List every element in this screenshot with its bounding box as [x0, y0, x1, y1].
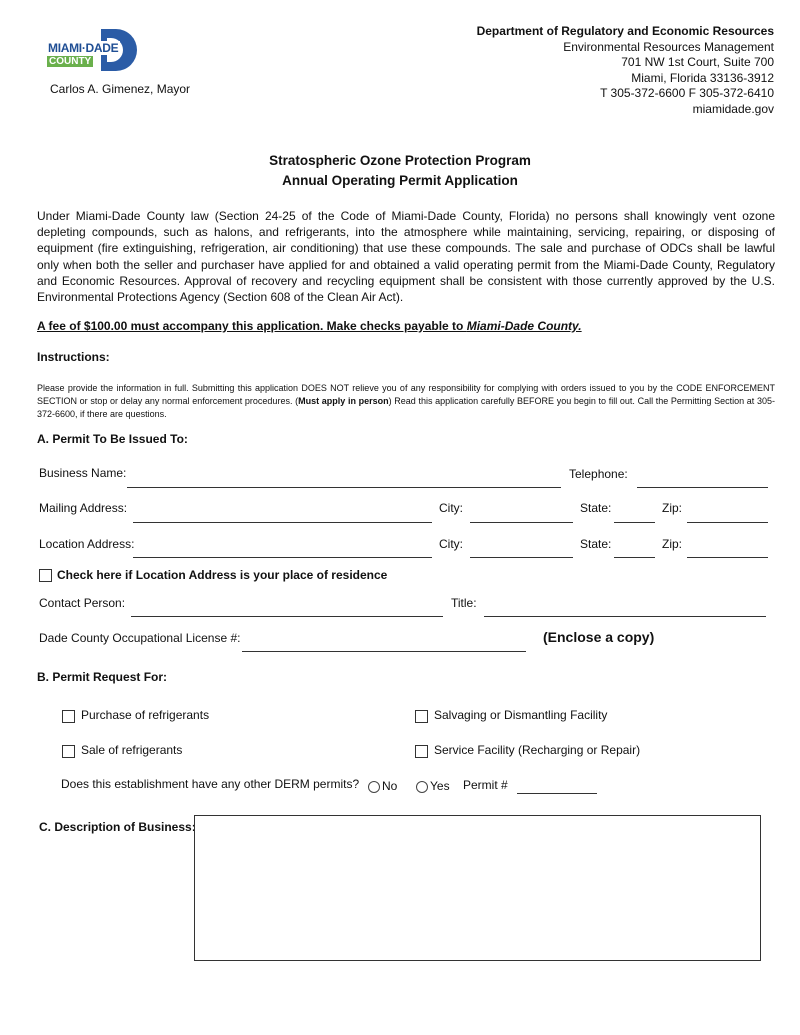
license-field[interactable]	[242, 651, 526, 652]
location-state-field[interactable]	[614, 557, 655, 558]
description-textarea[interactable]	[194, 815, 761, 961]
salvaging-checkbox[interactable]	[415, 710, 428, 723]
section-b-heading: B. Permit Request For:	[37, 670, 168, 684]
address-line2: Miami, Florida 33136-3912	[631, 70, 774, 85]
mailing-address-field[interactable]	[133, 522, 432, 523]
location-state-label: State:	[580, 537, 612, 551]
mailing-state-label: State:	[580, 501, 612, 515]
fee-notice: A fee of $100.00 must accompany this application. Make checks payable to Miami-Dade County.	[37, 319, 582, 333]
department-name: Department of Regulatory and Economic Resources	[476, 24, 774, 38]
section-a-heading: A. Permit To Be Issued To:	[37, 432, 188, 446]
sale-checkbox[interactable]	[62, 745, 75, 758]
residence-checkbox-label: Check here if Location Address is your place of residence	[57, 568, 388, 582]
business-name-field[interactable]	[127, 487, 561, 488]
yes-label: Yes	[430, 779, 450, 793]
contact-person-label: Contact Person:	[39, 596, 126, 610]
location-city-field[interactable]	[470, 557, 573, 558]
address-line1: 701 NW 1st Court, Suite 700	[621, 55, 774, 70]
yes-radio[interactable]	[416, 781, 428, 793]
no-radio[interactable]	[368, 781, 380, 793]
derm-permits-question: Does this establishment have any other DERM permits?	[61, 777, 360, 791]
residence-checkbox[interactable]	[39, 569, 52, 582]
department-header	[477, 24, 774, 118]
program-title: Stratospheric Ozone Protection Program	[269, 153, 531, 168]
purchase-label: Purchase of refrigerants	[81, 708, 210, 722]
mailing-address-label: Mailing Address:	[39, 501, 128, 515]
telephone-field[interactable]	[637, 487, 768, 488]
license-label: Dade County Occupational License #:	[39, 631, 241, 645]
location-address-label: Location Address:	[39, 537, 135, 551]
salvaging-label: Salvaging or Dismantling Facility	[434, 708, 608, 722]
fee-payee: Miami-Dade County.	[466, 319, 582, 333]
title-field[interactable]	[484, 616, 766, 617]
service-label: Service Facility (Recharging or Repair)	[434, 743, 641, 757]
form-title: Annual Operating Permit Application	[282, 173, 518, 188]
logo-county-text: COUNTY	[49, 56, 92, 67]
mailing-state-field[interactable]	[614, 522, 655, 523]
telephone-label: Telephone:	[569, 467, 628, 481]
phone-fax: T 305-372-6600 F 305-372-6410	[600, 86, 774, 101]
mayor-name: Carlos A. Gimenez, Mayor	[50, 82, 191, 96]
purchase-checkbox[interactable]	[62, 710, 75, 723]
logo-text: MIAMI·DADE	[48, 41, 119, 55]
contact-person-field[interactable]	[131, 616, 443, 617]
website: miamidade.gov	[692, 101, 774, 116]
enclose-copy-note: (Enclose a copy)	[543, 629, 655, 645]
mailing-zip-label: Zip:	[662, 501, 683, 515]
mailing-city-field[interactable]	[470, 522, 573, 523]
business-name-label: Business Name:	[39, 466, 127, 480]
division-name: Environmental Resources Management	[563, 39, 774, 54]
service-checkbox[interactable]	[415, 745, 428, 758]
permit-number-label: Permit #	[463, 778, 508, 792]
intro-paragraph: Under Miami-Dade County law (Section 24-25 of the Code of Miami-Dade County, Florida) no persons shall knowingly vent ozone depleting compounds, such as halons, and refrigerants, into the atmosphere while maintaining, servicing, repairing, or disposing of equipment (fire extinguishing, refrigeration, air conditioning) that use these compounds. The sale and purchase of ODCs shall be lawful only when both the seller and purchaser have applied for and obtained a valid operating permit from the Miami-Dade County, Regulatory and Economic Resources. Approval of recovery and recycling equipment shall be consistent with those currently approved by the U.S. Environmental Protections Agency (Section 608 of the Clean Air Act).	[37, 209, 775, 305]
mailing-zip-field[interactable]	[687, 522, 768, 523]
section-c-heading: C. Description of Business:	[39, 820, 196, 834]
location-address-field[interactable]	[133, 557, 432, 558]
location-zip-label: Zip:	[662, 537, 683, 551]
no-label: No	[382, 779, 398, 793]
instructions-text: Please provide the information in full. Submitting this application DOES NOT relieve you of any responsibility for complying with orders issued to you by the CODE ENFORCEMENT SECTION or stop or delay any normal enforcement procedures. (Must apply in person) Read this application carefully BEFORE you begin to fill out. Call the Permitting Section at 305-372-6600, if there are questions.	[37, 383, 775, 419]
instructions-heading: Instructions:	[37, 350, 110, 364]
mailing-city-label: City:	[439, 501, 463, 515]
sale-label: Sale of refrigerants	[81, 743, 183, 757]
title-label: Title:	[451, 596, 477, 610]
location-zip-field[interactable]	[687, 557, 768, 558]
permit-number-field[interactable]	[517, 793, 597, 794]
county-logo	[45, 29, 140, 73]
location-city-label: City:	[439, 537, 463, 551]
